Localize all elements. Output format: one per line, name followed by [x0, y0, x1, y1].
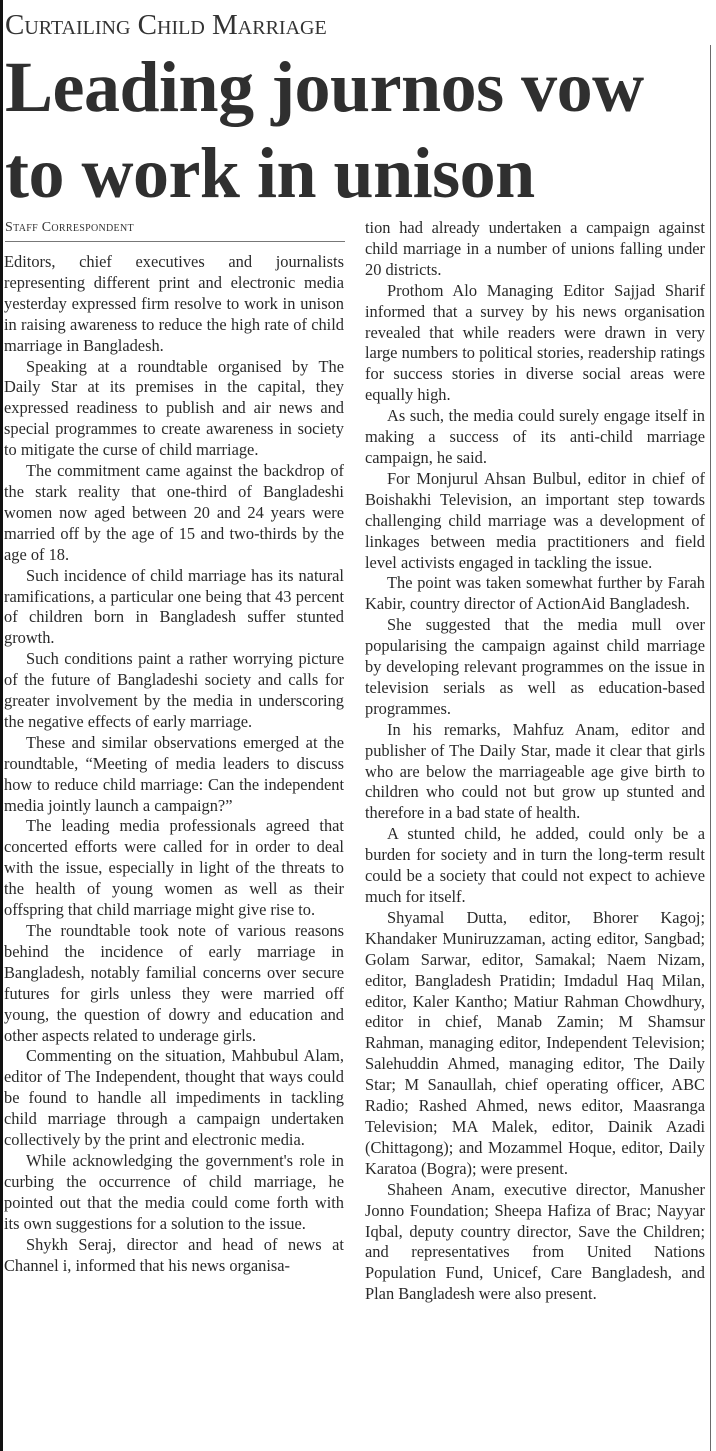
article-headline — [5, 44, 711, 216]
paragraph: The point was taken somewhat further by Farah Kabir, country director of ActionAid Bangladesh. — [365, 573, 705, 614]
paragraph: Speaking at a roundtable organised by The Daily Star at its premises in the capital, they expressed readiness to publish and air news and special programmes to create awareness in society to mitigate the curse of child marriage. — [4, 356, 344, 460]
paragraph: For Monjurul Ahsan Bulbul, editor in chief of Boishakhi Television, an important step towards challenging child marriage was a development of linkages between media practitioners and field level activists engaged in tackling the issue. — [365, 468, 705, 572]
clipping-left-edge — [0, 0, 3, 1451]
byline: Staff Correspondent — [5, 219, 345, 242]
paragraph: While acknowledging the government's role in curbing the occurrence of child marriage, he pointed out that the media could come forth with its own suggestions for a solution to the issue. — [4, 1150, 344, 1233]
paragraph: These and similar observations emerged at the roundtable, “Meeting of media leaders to discuss how to reduce child marriage: Can the independent media jointly launch a campaign?” — [4, 732, 344, 815]
paragraph: tion had already undertaken a campaign against child marriage in a number of unions falling under 20 districts. — [365, 218, 705, 279]
paragraph: Shaheen Anam, executive director, Manusher Jonno Foundation; Sheepa Hafiza of Brac; Nayyar Iqbal, deputy country director, Save the Children; and representatives from United Nations Population Fund, Unicef, Care Bangladesh, and Plan Bangladesh were also present. — [365, 1179, 705, 1304]
article-kicker: Curtailing Child Marriage — [5, 9, 327, 41]
paragraph: Such conditions paint a rather worrying picture of the future of Bangladeshi society and calls for greater involvement by the media in underscoring the negative effects of early marriage. — [4, 649, 344, 731]
paragraph: Editors, chief executives and journalists representing different print and electronic media yesterday expressed firm resolve to work in unison in raising awareness to reduce the high rate of child marriage in Bangladesh. — [4, 252, 344, 355]
paragraph: Commenting on the situation, Mahbubul Alam, editor of The Independent, thought that ways could be found to handle all impediments in tackling child marriage through a campaign undertaken collectively by the print and electronic media. — [4, 1046, 344, 1150]
paragraph: A stunted child, he added, could only be a burden for society and in turn the long-term result could be a society that could not expect to achieve much for itself. — [365, 824, 705, 906]
clipping-right-rule — [710, 45, 711, 1451]
paragraph: As such, the media could surely engage itself in making a success of its anti-child marriage campaign, he said. — [365, 406, 705, 467]
paragraph: The leading media professionals agreed that concerted efforts were called for in order to deal with the issue, especially in light of the threats to the health of young women as well as their offspring that child marriage might give rise to. — [4, 816, 344, 920]
paragraph: Shykh Seraj, director and head of news at Channel i, informed that his news organisa- — [4, 1234, 344, 1275]
article-column-1 — [4, 252, 344, 1276]
paragraph: The commitment came against the backdrop of the stark reality that one-third of Bangladeshi women now aged between 20 and 24 years were married off by the age of 15 and two-thirds by the age of 18. — [4, 461, 344, 564]
paragraph: Such incidence of child marriage has its natural ramifications, a particular one being that 43 percent of children born in Bangladesh suffer stunted growth. — [4, 565, 344, 648]
headline-line-1: Leading journos vow — [5, 47, 644, 127]
paragraph: Shyamal Dutta, editor, Bhorer Kagoj; Khandaker Muniruzzaman, acting editor, Sangbad; Golam Sarwar, editor, Samakal; Naem Nizam, editor, Bangladesh Pratidin; Imdadul Haq Milan, editor, Kaler Kantho; Matiur Rahman Chowdhury, editor in chief, Manab Zamin; M Shamsur Rahman, managing editor, Independent Television; Salehuddin Ahmed, managing editor, The Daily Star; M Sanaullah, chief operating officer, ABC Radio; Rashed Ahmed, news editor, Maasranga Television; MA Malek, editor, Dainik Azadi (Chittagong); and Mozammel Hoque, editor, Daily Karatoa (Bogra); were present. — [365, 907, 705, 1178]
paragraph: In his remarks, Mahfuz Anam, editor and publisher of The Daily Star, made it clear that girls who are below the marriageable age give birth to children who could not but grow up stunted and therefore in a bad state of health. — [365, 719, 705, 823]
headline-line-2: to work in unison — [5, 133, 535, 213]
paragraph: Prothom Alo Managing Editor Sajjad Sharif informed that a survey by his news organisation revealed that while readers were drawn in very large numbers to political stories, readership ratings for success stories in diverse social areas were equally high. — [365, 280, 705, 405]
paragraph: She suggested that the media mull over popularising the campaign against child marriage by developing relevant programmes on the issue in television serials as well as education-based programmes. — [365, 615, 705, 718]
paragraph: The roundtable took note of various reasons behind the incidence of early marriage in Bangladesh, notably familial concerns over secure futures for girls unless they were married off young, the question of dowry and education and other aspects related to underage girls. — [4, 921, 344, 1045]
article-column-2 — [365, 218, 705, 1305]
